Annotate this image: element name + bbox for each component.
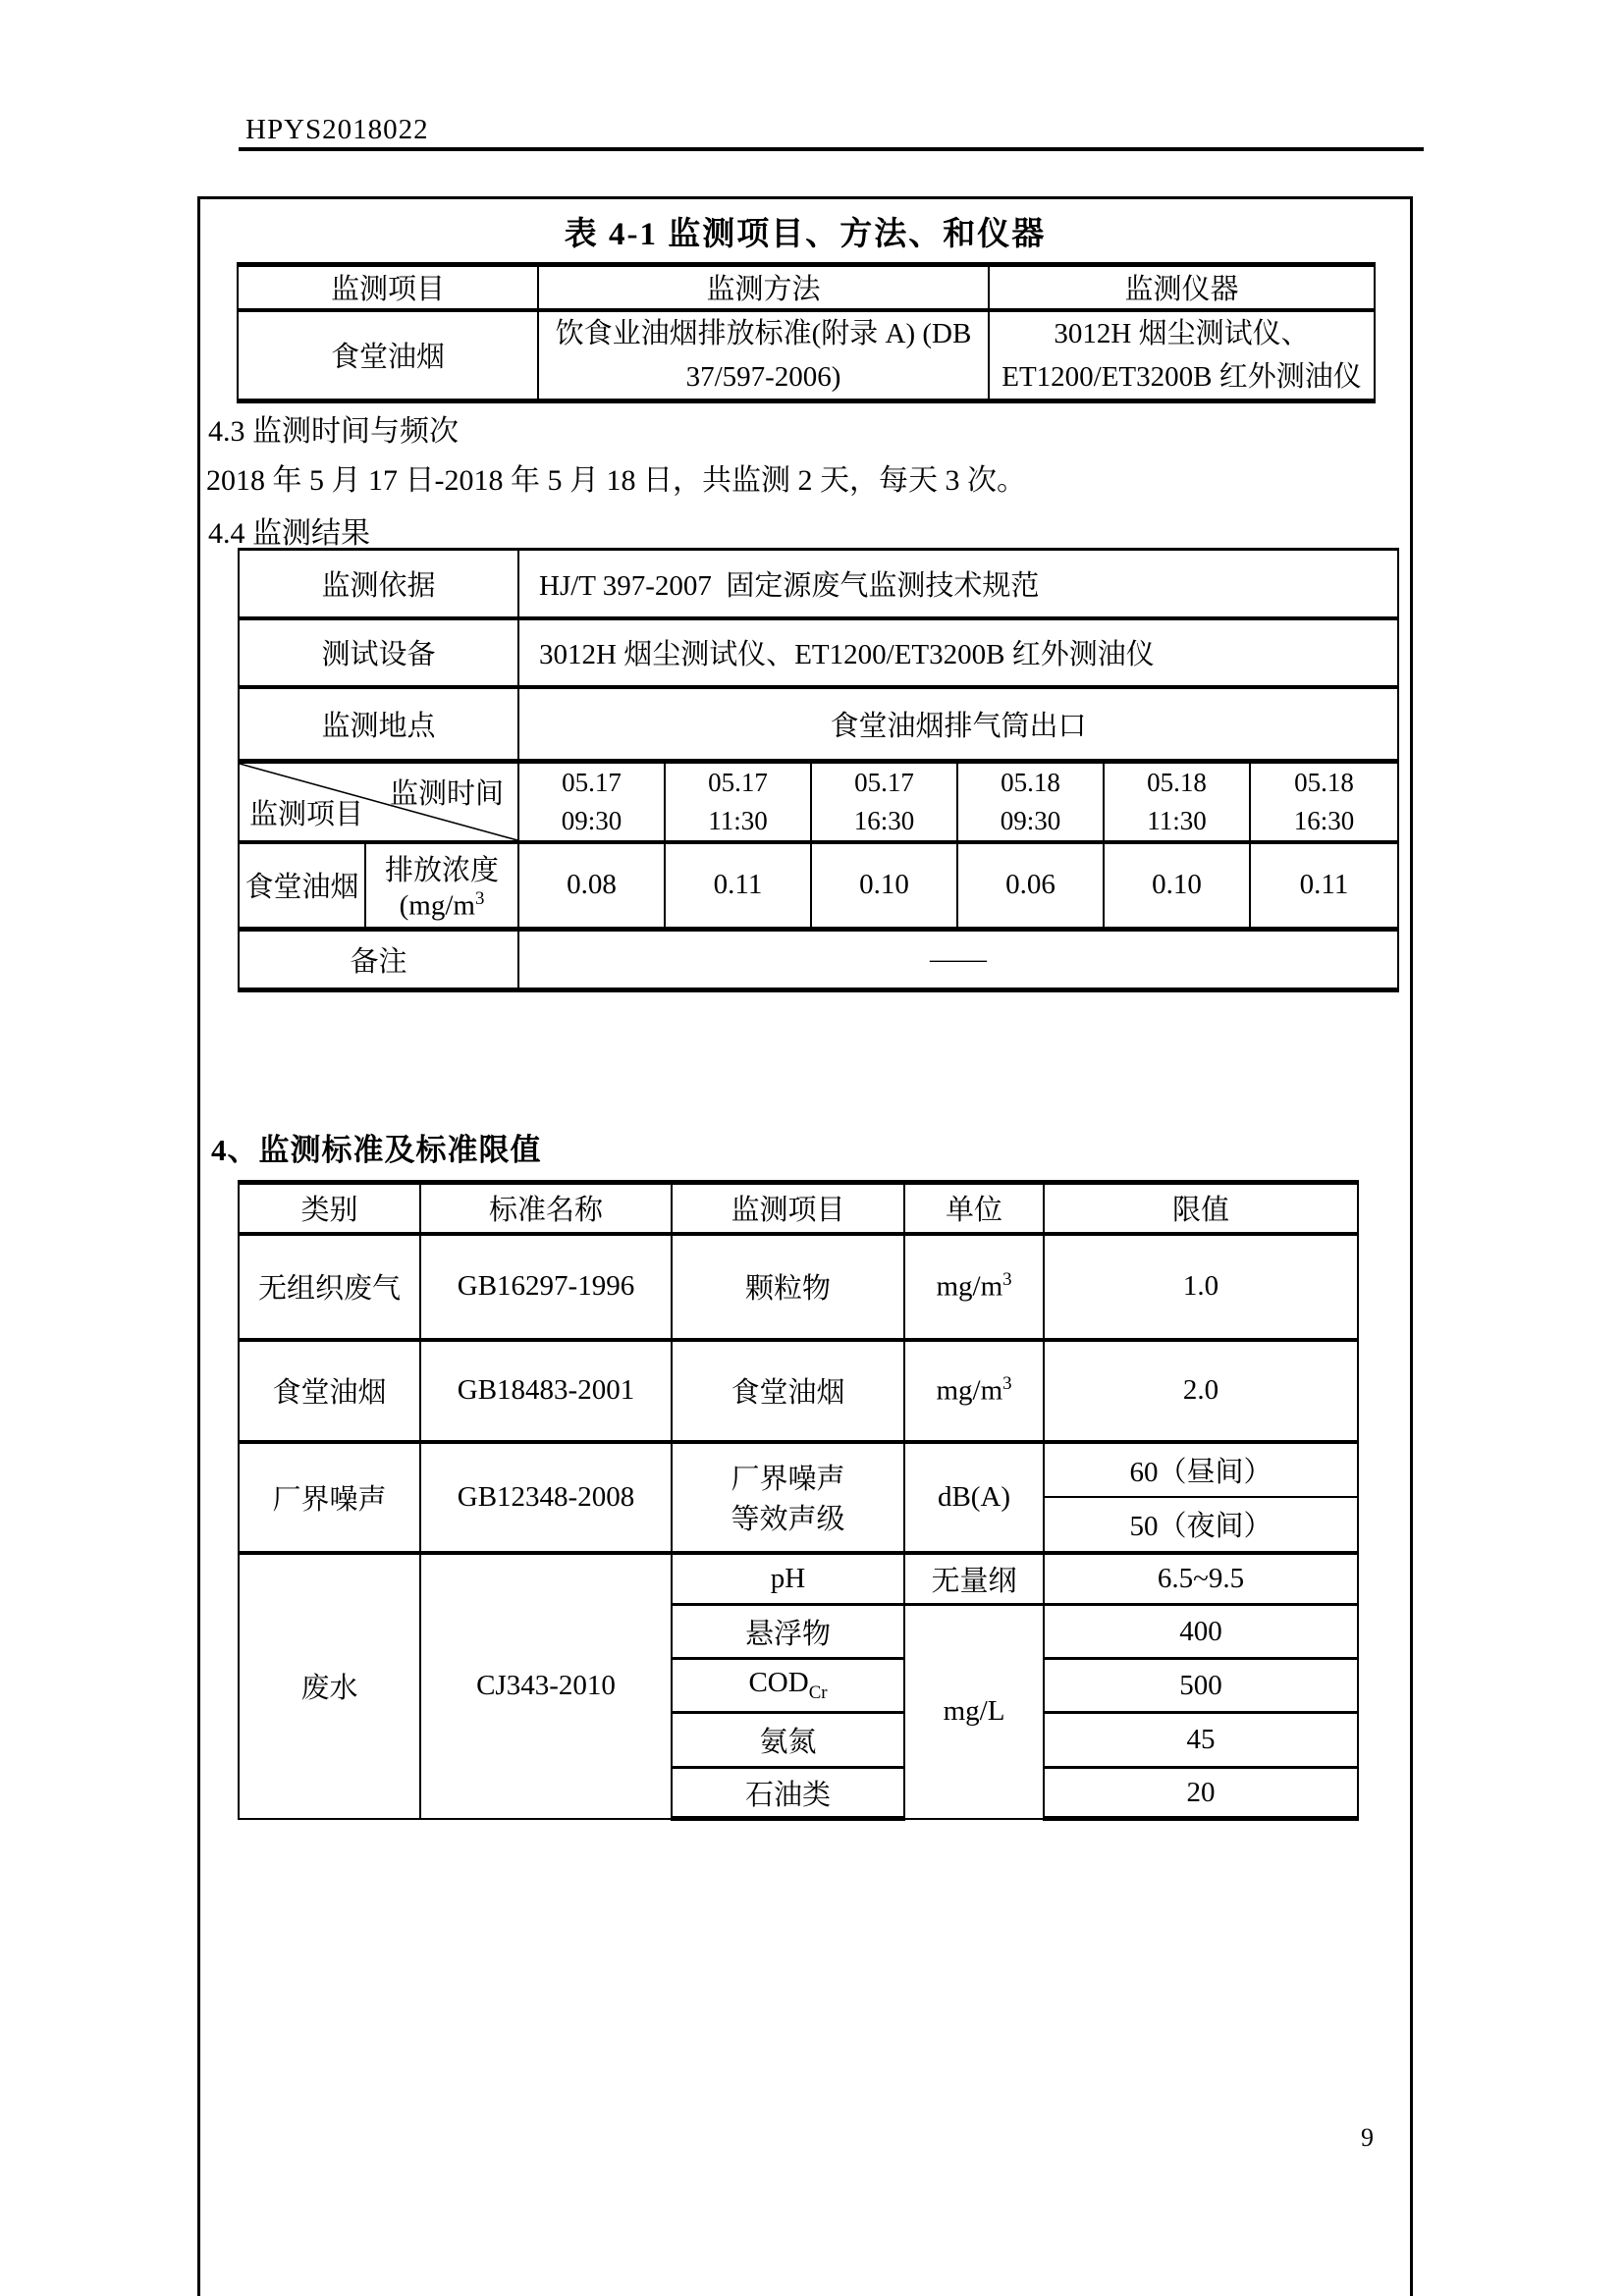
page-number: 9	[1361, 2123, 1374, 2152]
time-time: 09:30	[1000, 806, 1061, 835]
metric-prefix: (mg/m	[399, 889, 475, 922]
result-value-5: 0.10	[1104, 842, 1250, 929]
t3-r4-category: 废水	[239, 1553, 420, 1819]
time-date: 05.18	[1294, 768, 1354, 797]
time-date: 05.18	[1147, 768, 1207, 797]
time-col-4	[957, 762, 1104, 843]
noise-item-line2: 等效声级	[731, 1504, 845, 1535]
time-date: 05.17	[562, 768, 622, 797]
t3-r2-item: 食堂油烟	[672, 1340, 904, 1442]
t3-r1-limit: 1.0	[1044, 1234, 1358, 1340]
t3-r1-unit	[904, 1234, 1044, 1340]
t3-r1-standard: GB16297-1996	[420, 1234, 672, 1340]
t3-cod-item	[672, 1659, 904, 1713]
time-col-6	[1250, 762, 1398, 843]
t3-nh-item: 氨氮	[672, 1713, 904, 1768]
t3-cod-limit: 500	[1044, 1659, 1358, 1713]
t3-r3-category: 厂界噪声	[239, 1442, 420, 1553]
t3-shared-unit: mg/L	[904, 1605, 1044, 1819]
location-label: 监测地点	[239, 687, 518, 762]
table1-cell-item: 食堂油烟	[238, 310, 538, 401]
t3-r3-item	[672, 1442, 904, 1553]
section-4-4-heading: 4.4 监测结果	[208, 517, 370, 550]
t3-ph-unit: 无量纲	[904, 1553, 1044, 1605]
time-col-1	[518, 762, 665, 843]
t3-r2-limit: 2.0	[1044, 1340, 1358, 1442]
time-col-2	[665, 762, 811, 843]
metric-line2	[366, 888, 517, 923]
unit-prefix: mg/m	[936, 1270, 1003, 1303]
device-label: 测试设备	[239, 618, 518, 687]
basis-value: HJ/T 397-2007 固定源废气监测技术规范	[518, 550, 1398, 618]
t3-oil-limit: 20	[1044, 1768, 1358, 1819]
diag-label-item: 监测项目	[249, 799, 364, 830]
t3-r3-standard: GB12348-2008	[420, 1442, 672, 1553]
time-date: 05.18	[1001, 768, 1060, 797]
t3-r3-unit: dB(A)	[904, 1442, 1044, 1553]
doc-number: HPYS2018022	[245, 114, 429, 145]
header-rule	[239, 147, 1424, 151]
section-4-heading: 4、监测标准及标准限值	[211, 1133, 542, 1167]
t3-header-standard: 标准名称	[420, 1183, 672, 1234]
remark-value: ——	[518, 929, 1398, 989]
time-time: 09:30	[561, 806, 623, 835]
t3-r1-category: 无组织废气	[239, 1234, 420, 1340]
instrument-line1: 3012H 烟尘测试仪、	[1054, 317, 1310, 349]
method-line2: 37/597-2006)	[685, 360, 841, 393]
time-time: 11:30	[708, 806, 768, 835]
t3-r2-standard: GB18483-2001	[420, 1340, 672, 1442]
result-value-6: 0.11	[1250, 842, 1398, 929]
t3-ph-item: pH	[672, 1553, 904, 1605]
unit-prefix: mg/m	[936, 1374, 1003, 1407]
t3-r1-item: 颗粒物	[672, 1234, 904, 1340]
location-value: 食堂油烟排气筒出口	[518, 687, 1398, 762]
t3-header-category: 类别	[239, 1183, 420, 1234]
device-value: 3012H 烟尘测试仪、ET1200/ET3200B 红外测油仪	[518, 618, 1398, 687]
table1-cell-instrument	[989, 310, 1375, 401]
table3-standards-limits	[238, 1180, 1359, 1821]
metric-line1: 排放浓度	[385, 854, 500, 886]
result-value-1: 0.08	[518, 842, 665, 929]
table1-header-instrument: 监测仪器	[989, 265, 1375, 310]
t3-ss-item: 悬浮物	[672, 1605, 904, 1659]
t3-r2-category: 食堂油烟	[239, 1340, 420, 1442]
basis-label: 监测依据	[239, 550, 518, 618]
unit-sup: 3	[1002, 1373, 1012, 1395]
t3-oil-item: 石油类	[672, 1768, 904, 1819]
t3-r4-standard: CJ343-2010	[420, 1553, 672, 1819]
table1	[237, 262, 1376, 403]
cod-prefix: COD	[748, 1667, 809, 1699]
time-time: 11:30	[1147, 806, 1207, 835]
remark-label: 备注	[239, 929, 518, 989]
table1-header-method: 监测方法	[538, 265, 989, 310]
time-date: 05.17	[708, 768, 768, 797]
table2-monitoring-results	[238, 548, 1399, 992]
t3-header-limit: 限值	[1044, 1183, 1358, 1234]
diag-label-time: 监测时间	[390, 778, 505, 810]
t3-r3-limit-day: 60（昼间）	[1044, 1442, 1358, 1497]
section-4-3-body: 2018 年 5 月 17 日-2018 年 5 月 18 日，共监测 2 天，每天 3 次。	[206, 464, 1026, 497]
time-date: 05.17	[854, 768, 914, 797]
t3-r2-unit	[904, 1340, 1044, 1442]
result-value-3: 0.10	[811, 842, 957, 929]
t3-ph-limit: 6.5~9.5	[1044, 1553, 1358, 1605]
table1-header-item: 监测项目	[238, 265, 538, 310]
result-value-2: 0.11	[665, 842, 811, 929]
time-time: 16:30	[1293, 806, 1355, 835]
time-col-5	[1104, 762, 1250, 843]
noise-item-line1: 厂界噪声	[731, 1464, 845, 1495]
diagonal-header-cell	[239, 762, 518, 843]
time-time: 16:30	[853, 806, 915, 835]
t3-header-item: 监测项目	[672, 1183, 904, 1234]
t3-nh-limit: 45	[1044, 1713, 1358, 1768]
result-value-4: 0.06	[957, 842, 1104, 929]
section-4-3-heading: 4.3 监测时间与频次	[208, 415, 459, 448]
method-line1: 饮食业油烟排放标准(附录 A) (DB	[555, 317, 972, 349]
cod-sub: Cr	[808, 1682, 828, 1703]
t3-header-unit: 单位	[904, 1183, 1044, 1234]
result-item: 食堂油烟	[239, 842, 365, 929]
table1-cell-method	[538, 310, 989, 401]
time-col-3	[811, 762, 957, 843]
unit-sup: 3	[1002, 1269, 1012, 1291]
result-metric	[365, 842, 518, 929]
table1-title: 表 4-1 监测项目、方法、和仪器	[564, 217, 1047, 252]
t3-r3-limit-night: 50（夜间）	[1044, 1497, 1358, 1553]
metric-sup: 3	[474, 887, 485, 909]
t3-ss-limit: 400	[1044, 1605, 1358, 1659]
instrument-line2: ET1200/ET3200B 红外测油仪	[1001, 360, 1362, 393]
